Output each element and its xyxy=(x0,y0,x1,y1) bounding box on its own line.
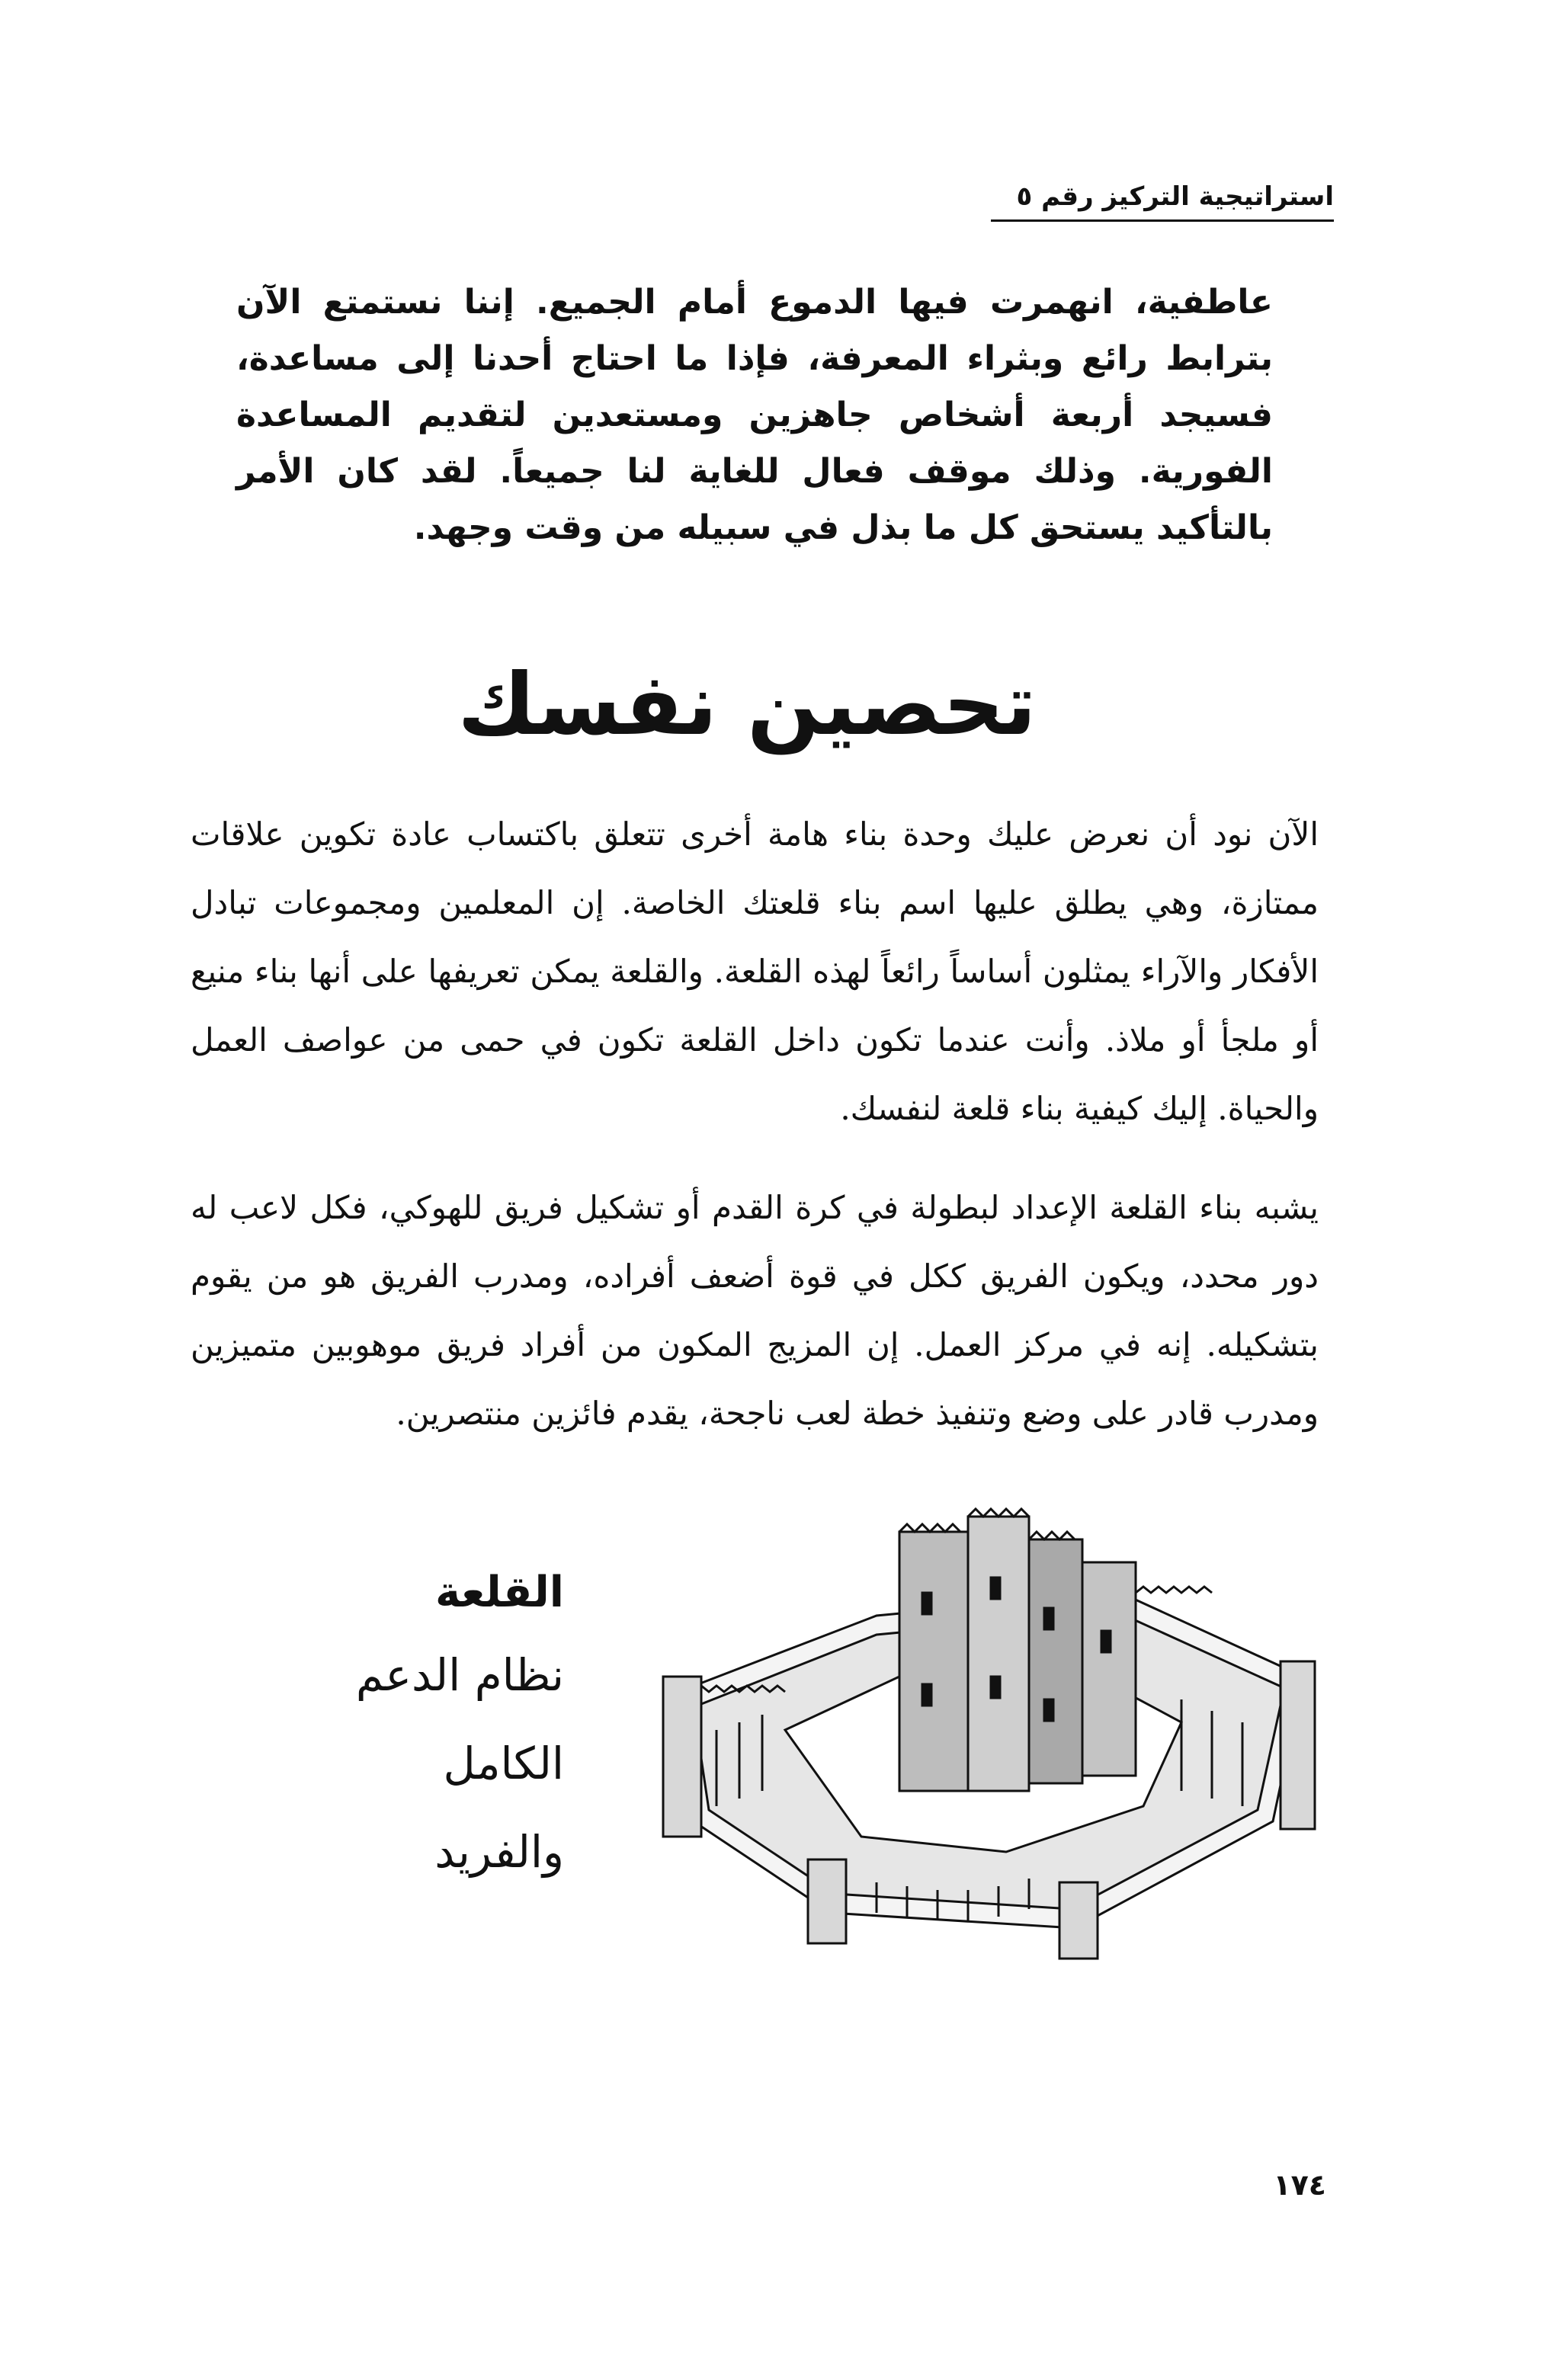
caption-title: القلعة xyxy=(435,1568,564,1617)
castle-illustration xyxy=(648,1501,1319,1974)
body-paragraph: يشبه بناء القلعة الإعداد لبطولة في كرة القدم أو تشكيل فريق للهوكي، فكل لاعب له دور محدد، ويكون الفريق ككل في قوة أضعف أفراده، ومدرب الفريق هو من يقوم بتشكيله. إنه في مركز العمل. إن المزيج المكون من أفراد فريق موهوبين متميزين ومدرب قادر على وضع وتنفيذ خطة لعب ناجحة، يقدم فائزين منتصرين. xyxy=(191,1189,1319,1432)
page-number: ١٧٤ xyxy=(1273,2168,1326,2202)
caption-line: والفريد xyxy=(434,1826,564,1878)
intro-paragraph: عاطفية، انهمرت فيها الدموع أمام الجميع. إننا نستمتع الآن بترابط رائع وبثراء المعرفة، فإذا ما احتاج أحدنا إلى مساعدة، فسيجد أربعة أشخاص جاهزين ومستعدين لتقديم المساعدة الفورية. وذلك موقف فعال للغاية لنا جميعاً. لقد كان الأمر بالتأكيد يستحق كل ما بذل في سبيله من وقت وجهد. xyxy=(236,283,1273,547)
castle-caption xyxy=(259,1555,564,1896)
body-paragraph: الآن نود أن نعرض عليك وحدة بناء هامة أخرى تتعلق باكتساب عادة تكوين علاقات ممتازة، وهي يطلق عليها اسم بناء قلعتك الخاصة. إن المعلمين ومجموعات تبادل الأفكار والآراء يمثلون أساساً رائعاً لهذه القلعة. والقلعة يمكن تعريفها على أنها بناء منيع أو ملجأ أو ملاذ. وأنت عندما تكون داخل القلعة تكون في حمى من عواصف العمل والحياة. إليك كيفية بناء قلعة لنفسك. xyxy=(191,815,1319,1127)
caption-line: الكامل xyxy=(443,1738,564,1789)
running-header: استراتيجية التركيز رقم ٥ xyxy=(991,181,1334,222)
caption-line: نظام الدعم xyxy=(355,1649,564,1701)
section-heading: تحصين نفسك xyxy=(457,655,1037,754)
